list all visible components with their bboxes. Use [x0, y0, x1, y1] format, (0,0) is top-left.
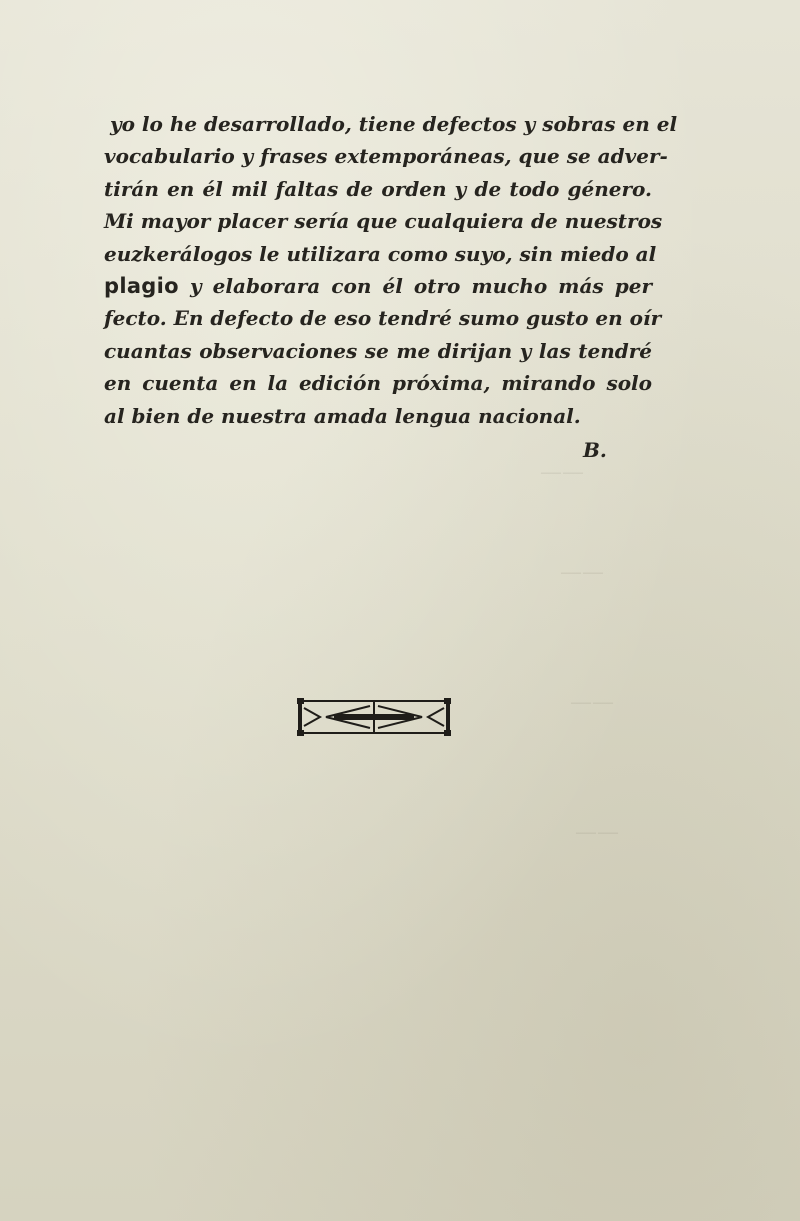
text-line: yo lo he desarrollado, tiene defectos y sobras en el [110, 112, 678, 136]
show-through-mark: —— [560, 560, 604, 585]
emphasized-word: plagio [104, 273, 179, 298]
show-through-mark: —— [540, 460, 584, 485]
text-line: cuantas observaciones se me dirijan y las tendré [104, 338, 652, 363]
text-line: al bien de nuestra amada lengua nacional. [104, 403, 581, 428]
text-line: euzkerálogos le utilizara como suyo, sin miedo al [104, 241, 657, 266]
text-line [104, 270, 652, 302]
decorative-ornament-icon [296, 698, 452, 736]
text-line: en cuenta en la edición próxima, mirando solo [104, 371, 652, 396]
text-line: vocabulario y frases extemporáneas, que se adver- [104, 144, 668, 169]
text-line: Mi mayor placer sería que cualquiera de nuestros [104, 209, 663, 234]
text-line-rest: y elaborara con él otro mucho más per [189, 273, 652, 298]
signature-initial: B. [583, 438, 607, 462]
text-line: tirán en él mil faltas de orden y de todo género. [104, 176, 652, 201]
show-through-mark: —— [575, 820, 619, 845]
body-paragraph [104, 108, 678, 432]
show-through-mark: —— [570, 690, 614, 715]
text-line: fecto. En defecto de eso tendré sumo gusto en oír [104, 306, 662, 331]
